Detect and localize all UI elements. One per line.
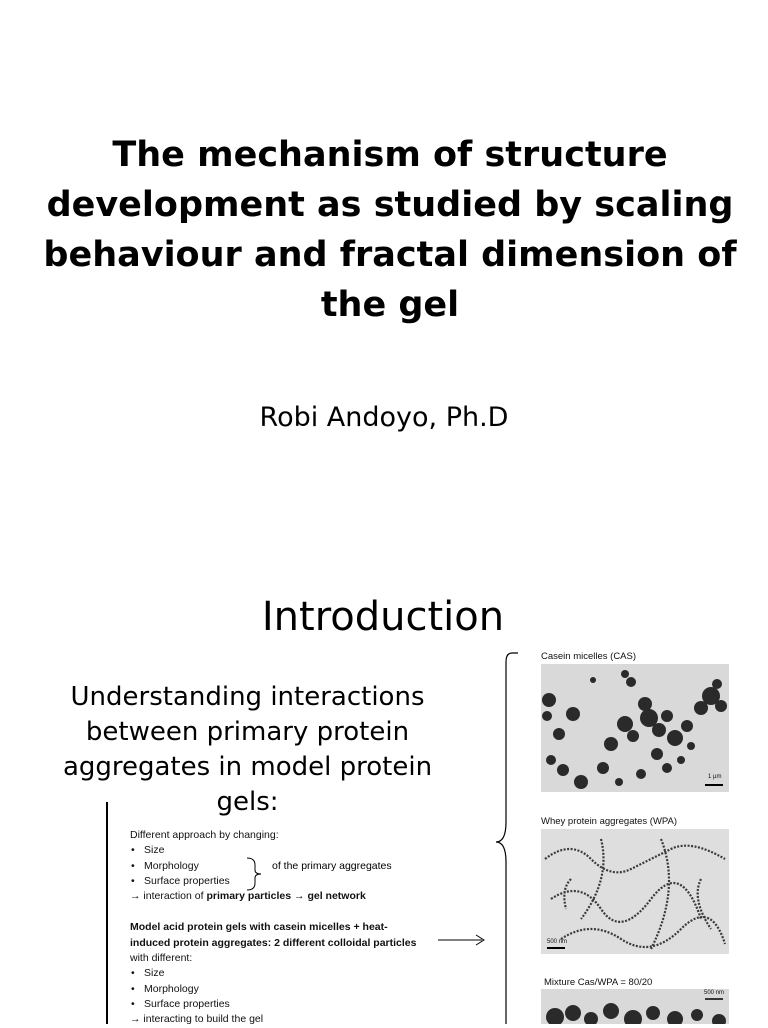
image-caption: Mixture Cas/WPA = 80/20 [544,977,653,988]
scale-bar-label: 500 nm [704,990,725,996]
casein-micelles-image [541,664,729,792]
approach-item: • Morphology [130,859,450,874]
image-caption: Casein micelles (CAS) [541,651,637,662]
scale-bar-label: 500 nm [547,939,568,945]
author-name: Robi Andoyo, Ph.D [259,402,509,433]
mixture-image [541,989,729,1024]
details-list [130,828,450,1028]
model-text-line: induced protein aggregates: 2 different colloidal particles [130,936,417,949]
model-item: • Morphology [130,982,450,997]
building-line: → interacting to build the gel [130,1013,264,1026]
approach-item: • Size [130,843,450,858]
right-arrow-icon: → [294,890,305,903]
approach-item: • Surface properties [130,874,450,889]
large-brace-icon [494,652,524,1024]
approach-heading: Different approach by changing: [130,829,279,841]
scale-bar-label: 1 µm [708,774,722,780]
lead-text: Understanding interactions between primary protein aggregates in model protein gels: [62,682,433,817]
interaction-line: → interaction of primary particles → gel network [130,890,366,903]
introduction-slide [0,560,768,1024]
introduction-heading: Introduction [261,594,505,640]
small-brace-icon [245,857,265,891]
down-arrow-line [106,802,108,1024]
whey-protein-aggregates-image [541,829,729,954]
model-item: • Size [130,966,450,981]
slide-title: The mechanism of structure development as studied by scaling behaviour and fractal dimension of the gel [43,135,737,325]
with-different-label: with different: [130,952,193,965]
right-arrow-icon: → [130,890,141,903]
image-caption: Whey protein aggregates (WPA) [541,816,678,827]
model-text-line: Model acid protein gels with casein micelles + heat- [130,921,388,934]
right-arrow-icon: → [130,1013,141,1026]
model-item: • Surface properties [130,997,450,1012]
primary-aggregates-note: of the primary aggregates [272,860,392,872]
right-arrow-icon [438,933,488,947]
